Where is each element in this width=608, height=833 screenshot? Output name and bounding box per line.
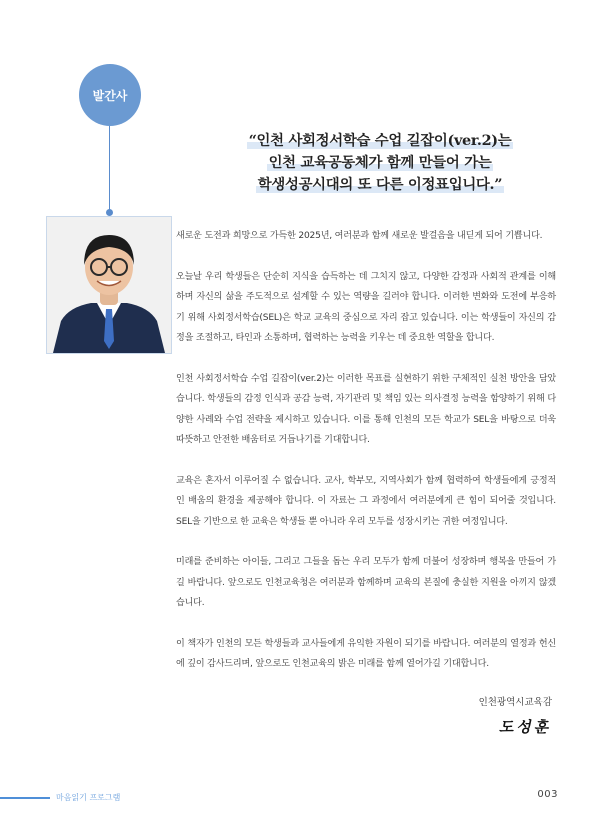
signature-block [479,694,552,737]
section-badge [79,64,141,126]
person-portrait-icon [47,217,171,353]
page-number: 003 [537,789,558,800]
headline-line: 인천 교육공동체가 함께 만들어 가는 [268,154,492,171]
section-badge-label: 발간사 [92,88,128,103]
headline [200,130,560,196]
body-text [176,226,556,695]
footer-label: 마음읽기 프로그램 [56,793,121,802]
body-paragraph: 미래를 준비하는 아이들, 그리고 그들을 돕는 우리 모두가 함께 더불어 성장하며 행복을 만들어 가길 바랍니다. 앞으로도 인천교육청은 여러분과 함께하며 교육의 본질에 충실한 지원을 아끼지 않겠습니다. [176,557,556,608]
headline-line: 학생성공시대의 또 다른 이정표입니다.” [257,176,503,193]
body-paragraph: 오늘날 우리 학생들은 단순히 지식을 습득하는 데 그치지 않고, 다양한 감정과 사회적 관계를 이해하며 자신의 삶을 주도적으로 설계할 수 있는 역량을 길러야 합니다. 이러한 변화와 도전에 부응하기 위해 사회정서학습(SEL)은 학교 교육의 중심으로 자리 잡고 있습니다. 이는 학생들이 자신의 감정을 조절하고, 타인과 소통하며, 협력하는 능력을 키우는 데 중요한 역할을 합니다. [176,271,556,343]
portrait-photo [46,216,172,354]
body-paragraph: 이 책자가 인천의 모든 학생들과 교사들에게 유익한 자원이 되기를 바랍니다. 여러분의 열정과 헌신에 깊이 감사드리며, 앞으로도 인천교육의 밝은 미래를 함께 열어가길 기대합니다. [176,638,556,669]
signature-name: 도성훈 [497,718,554,736]
footer-bar [0,797,50,799]
body-paragraph: 인천 사회정서학습 수업 길잡이(ver.2)는 이러한 목표를 실현하기 위한 구체적인 실천 방안을 담았습니다. 학생들의 감정 인식과 공감 능력, 자기관리 및 책임 있는 의사결정 능력을 함양하기 위해 다양한 사례와 수업 전략을 제시하고 있습니다. 이를 통해 인천의 모든 학교가 SEL을 바탕으로 더욱 따뜻하고 안전한 배움터로 거듭나기를 기대합니다. [176,373,556,445]
connector-line [109,126,110,210]
headline-line: “인천 사회정서학습 수업 길잡이(ver.2)는 [248,132,512,149]
signature-organization: 인천광역시교육감 [478,697,552,708]
body-paragraph: 새로운 도전과 희망으로 가득한 2025년, 여러분과 함께 새로운 발걸음을 내딛게 되어 기쁩니다. [176,231,543,241]
connector-dot [106,209,113,216]
body-paragraph: 교육은 혼자서 이루어질 수 없습니다. 교사, 학부모, 지역사회가 함께 협력하여 학생들에게 긍정적인 배움의 환경을 제공해야 합니다. 이 자료는 그 과정에서 여러분에게 큰 힘이 되어줄 것입니다. SEL을 기반으로 한 교육은 학생들 뿐 아니라 우리 모두를 성장시키는 귀한 여정입니다. [176,475,556,527]
